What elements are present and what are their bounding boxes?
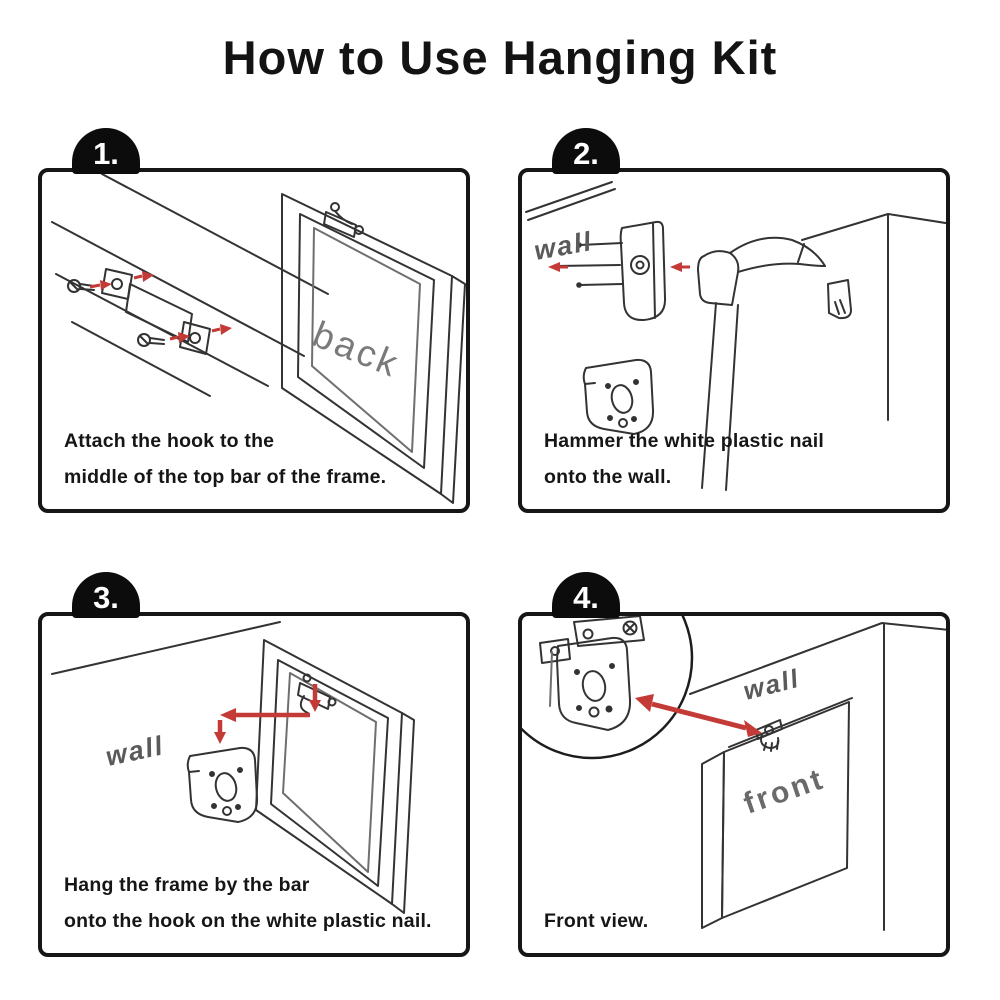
caption-line: Hammer the white plastic nail (544, 429, 824, 452)
step-number: 3. (93, 579, 119, 615)
caption-line: Hang the frame by the bar (64, 873, 310, 896)
magnifier-circle (522, 616, 692, 758)
frame-front-view (702, 698, 852, 928)
step-2-caption (544, 423, 824, 495)
caption-line: middle of the top bar of the frame. (64, 465, 387, 488)
step-2-number-badge (552, 128, 620, 174)
caption-line: Front view. (544, 909, 649, 932)
hook-bracket-icon (102, 269, 210, 354)
step-number: 1. (93, 135, 119, 171)
red-double-arrow (635, 694, 762, 737)
wall-label: wall (103, 730, 167, 772)
step-4-caption (544, 903, 648, 939)
front-label: front (739, 762, 830, 821)
caption-line: onto the hook on the white plastic nail. (64, 909, 432, 932)
step-panel-4 (518, 579, 950, 957)
caption-line: Attach the hook to the (64, 429, 275, 452)
ceiling-line (52, 622, 280, 674)
step-number: 4. (573, 579, 599, 615)
step-3-number-badge (72, 572, 140, 618)
hook-and-bar-detail (540, 616, 644, 730)
step-4-number-badge (552, 572, 620, 618)
caption-line: onto the wall. (544, 465, 672, 488)
step-3-caption (64, 867, 432, 939)
wall-label: wall (531, 226, 596, 266)
step-panel-3 (38, 579, 470, 957)
red-arrows (548, 262, 690, 272)
screw-icon (138, 334, 164, 346)
step-panel-1 (38, 135, 470, 513)
step-number: 2. (573, 135, 599, 171)
wall-label: wall (740, 662, 803, 706)
ceiling-lines (526, 182, 615, 220)
plastic-hook-front-icon (188, 748, 257, 822)
wall-corner-lines (802, 214, 946, 420)
step-panel-2 (518, 135, 950, 513)
poster-title: How to Use Hanging Kit (222, 31, 778, 84)
back-label: back (307, 313, 406, 386)
step-1-number-badge (72, 128, 140, 174)
hook-on-wall-icon (828, 280, 851, 318)
step-1-caption (64, 423, 386, 495)
red-arrows (214, 684, 321, 744)
